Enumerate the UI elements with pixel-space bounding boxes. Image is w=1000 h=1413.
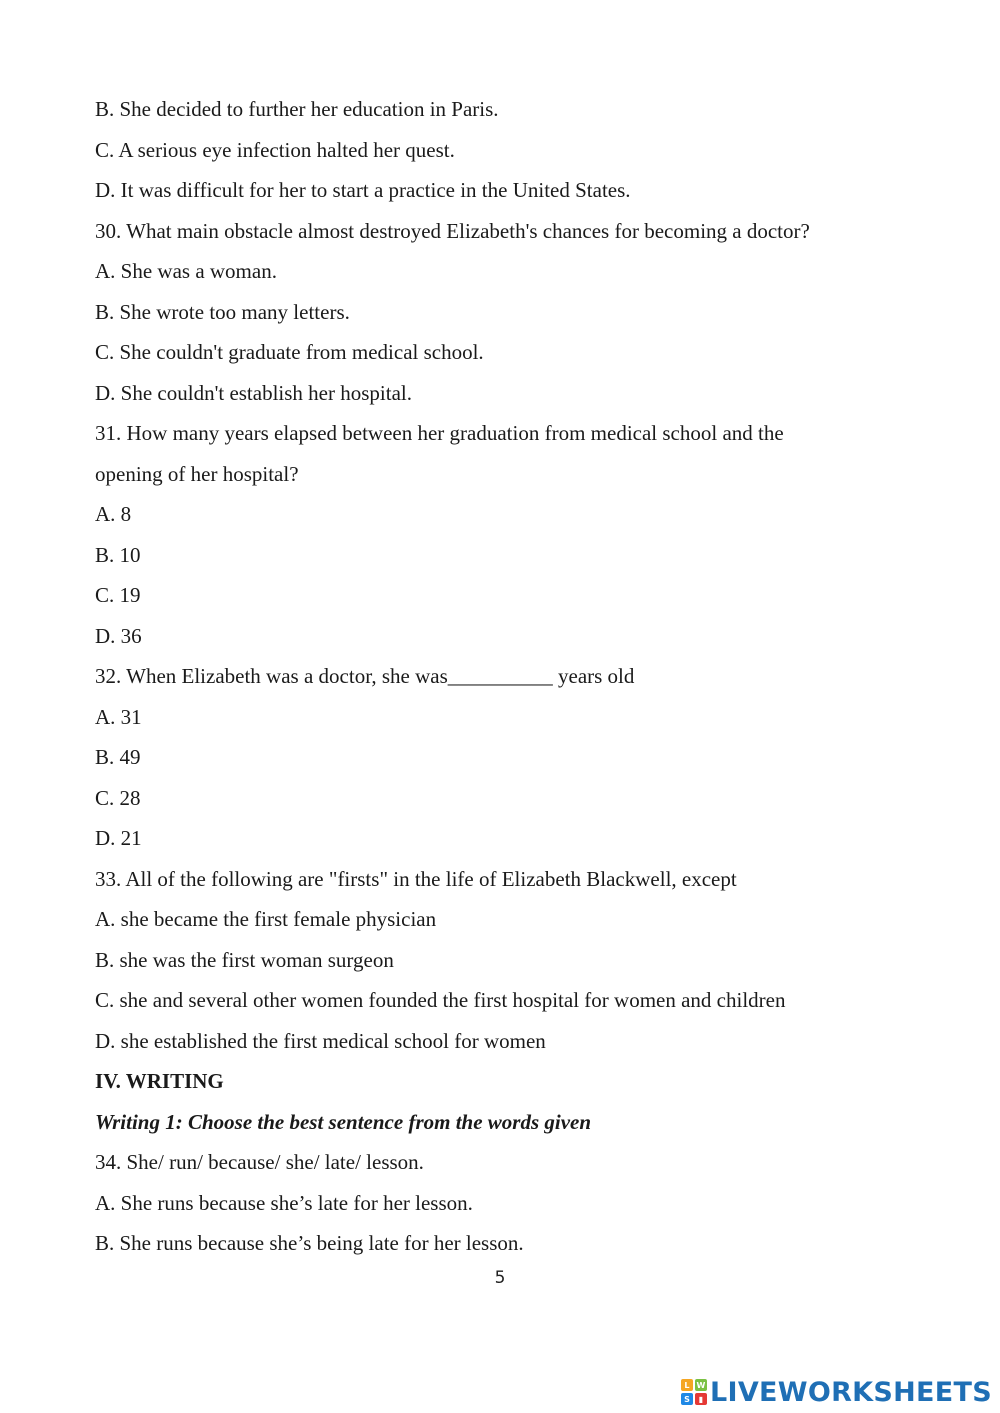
question-30: 30. What main obstacle almost destroyed Elizabeth's chances for becoming a doctor? bbox=[95, 218, 810, 243]
answer-option-d-q33: D. she established the first medical school for women bbox=[95, 1028, 546, 1053]
answer-option-c-q32: C. 28 bbox=[95, 785, 141, 810]
logo-tile: L bbox=[681, 1379, 693, 1391]
liveworksheets-brand bbox=[681, 1377, 992, 1407]
answer-option-b-q30: B. She wrote too many letters. bbox=[95, 299, 350, 324]
question-32: 32. When Elizabeth was a doctor, she was__________ years old bbox=[95, 664, 635, 688]
question-33: 33. All of the following are "firsts" in the life of Elizabeth Blackwell, except bbox=[95, 866, 737, 891]
brand-text: LIVEWORKSHEETS bbox=[709, 1376, 992, 1408]
answer-option-c-q29: C. A serious eye infection halted her quest. bbox=[95, 137, 455, 162]
worksheet-page bbox=[95, 89, 935, 1264]
question-34: 34. She/ run/ because/ she/ late/ lesson. bbox=[95, 1150, 424, 1174]
logo-tile: ▮ bbox=[695, 1393, 707, 1405]
answer-option-a-q34: A. She runs because she’s late for her lesson. bbox=[95, 1190, 473, 1215]
answer-option-a-q32: A. 31 bbox=[95, 704, 142, 729]
answer-option-d-q29: D. It was difficult for her to start a practice in the United States. bbox=[95, 178, 631, 202]
answer-option-b-q32: B. 49 bbox=[95, 745, 141, 769]
answer-option-b-q33: B. she was the first woman surgeon bbox=[95, 947, 394, 972]
logo-tile: S bbox=[681, 1393, 693, 1405]
answer-option-a-q33: A. she became the first female physician bbox=[95, 907, 437, 931]
question-31: 31. How many years elapsed between her graduation from medical school and the bbox=[95, 421, 784, 445]
answer-option-b-q34: B. She runs because she’s being late for her lesson. bbox=[95, 1231, 524, 1255]
answer-option-a-q30: A. She was a woman. bbox=[95, 259, 277, 283]
answer-option-b-q31: B. 10 bbox=[95, 542, 141, 567]
answer-option-d-q30: D. She couldn't establish her hospital. bbox=[95, 380, 412, 405]
answer-option-a-q31: A. 8 bbox=[95, 502, 132, 526]
section-subheading: Writing 1: Choose the best sentence from the words given bbox=[95, 1109, 592, 1134]
logo-tile: W bbox=[696, 1380, 706, 1390]
section-heading: IV. WRITING bbox=[95, 1069, 224, 1093]
answer-option-c-q30: C. She couldn't graduate from medical school. bbox=[95, 340, 484, 364]
answer-option-d-q32: D. 21 bbox=[95, 826, 142, 850]
answer-option-d-q31: D. 36 bbox=[95, 623, 142, 648]
page-number: 5 bbox=[494, 1268, 506, 1288]
question-31-continued: opening of her hospital? bbox=[95, 461, 299, 486]
answer-option-b-q29: B. She decided to further her education in Paris. bbox=[95, 97, 499, 121]
answer-option-c-q31: C. 19 bbox=[95, 583, 141, 607]
liveworksheets-logo-icon bbox=[681, 1379, 707, 1405]
answer-option-c-q33: C. she and several other women founded the first hospital for women and children bbox=[95, 988, 786, 1012]
